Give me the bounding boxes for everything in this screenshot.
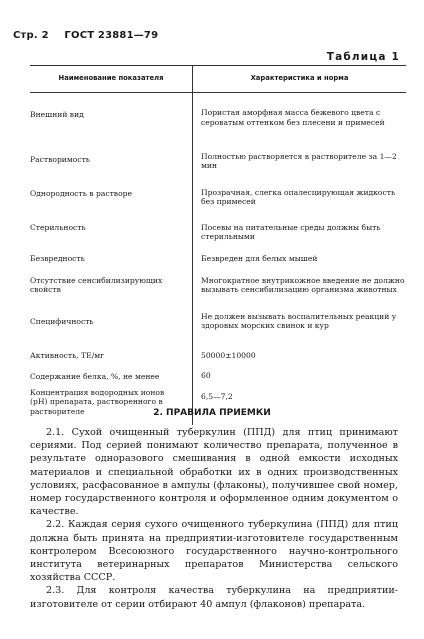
indicator-cell: Специфичность xyxy=(30,306,193,340)
indicator-cell: Растворимость xyxy=(30,152,193,178)
section-title: 2. ПРАВИЛА ПРИЕМКИ xyxy=(153,408,271,418)
table-row xyxy=(30,387,406,425)
norm-cell: 60 xyxy=(201,370,211,380)
page-header xyxy=(13,30,170,41)
table-row xyxy=(30,152,406,178)
indicator-cell: Однородность в растворе xyxy=(30,178,193,212)
table-row xyxy=(30,362,406,387)
norm-cell: Пористая аморфная масса бежевого цвета с сероватым оттенком без плесени и примесей xyxy=(201,108,385,127)
indicator-cell: Безвредность xyxy=(30,242,193,264)
properties-table xyxy=(30,65,406,425)
page-number: Стр. 2 xyxy=(13,30,49,41)
norm-cell: 50000±10000 xyxy=(201,350,256,360)
paragraph: 2.2. Каждая серия сухого очищенного туберкулина (ППД) для птиц должна быть принята на предприятии-изготовителе государственным контролером Всесоюзного государственного научно-контрольного института ветеринарных препаратов Министерства сельского хозяйства СССР. xyxy=(30,519,398,584)
table-row xyxy=(30,340,406,362)
norm-cell: Безвреден для белых мышей xyxy=(201,253,318,263)
norm-cell: Многократное внутрикожное введение не должно вызывать сенсибилизацию организма животных xyxy=(201,275,405,295)
table-row xyxy=(30,264,406,306)
table-row xyxy=(30,306,406,340)
paragraph: 2.3. Для контроля качества туберкулина на предприятии-изготовителе от серии отбирают 40 ампул (флаконов) препарата. xyxy=(30,585,398,610)
indicator-cell: Внешний вид xyxy=(30,93,193,152)
table-row xyxy=(30,178,406,212)
norm-cell: 6,5—7,2 xyxy=(201,391,233,401)
column-header-norm: Характеристика и норма xyxy=(193,66,407,93)
section-body xyxy=(30,426,398,611)
table-row xyxy=(30,212,406,242)
table-row xyxy=(30,242,406,264)
norm-cell: Полностью растворяется в растворителе за 1—2 мин xyxy=(201,151,397,171)
column-header-indicator: Наименование показателя xyxy=(30,66,193,93)
paragraph: 2.1. Сухой очищенный туберкулин (ППД) для птиц принимают сериями. Под серией понимают количество препарата, полученное в результате одноразового смешивания в одной емкости исходных материалов и специальной обработки их в одних производственных условиях, расфасованное в ампулы (флаконы), получившее свой номер, номер государственного контроля и оформленное одним документом о качестве. xyxy=(30,427,398,518)
indicator-cell: Содержание белка, %, не менее xyxy=(30,362,193,387)
norm-cell: Не должен вызывать воспалительных реакций у здоровых морских свинок и кур xyxy=(201,311,397,331)
standard-code: ГОСТ 23881—79 xyxy=(64,30,159,41)
indicator-cell: Стерильность xyxy=(30,212,193,242)
table-row xyxy=(30,93,406,152)
indicator-cell: Активность, ТЕ/мг xyxy=(30,340,193,362)
indicator-cell: Концентрация водородных ионов (рН) препарата, растворенного в растворителе xyxy=(30,387,193,425)
indicator-cell: Отсутствие сенсибилизирующих свойств xyxy=(30,264,193,306)
table-header-row xyxy=(30,66,406,93)
table-label: Таблица 1 xyxy=(326,51,400,63)
norm-cell: Посевы на питательные среды должны быть стерильными xyxy=(201,222,381,242)
norm-cell: Прозрачная, слегка опалесцирующая жидкость без примесей xyxy=(201,187,396,207)
